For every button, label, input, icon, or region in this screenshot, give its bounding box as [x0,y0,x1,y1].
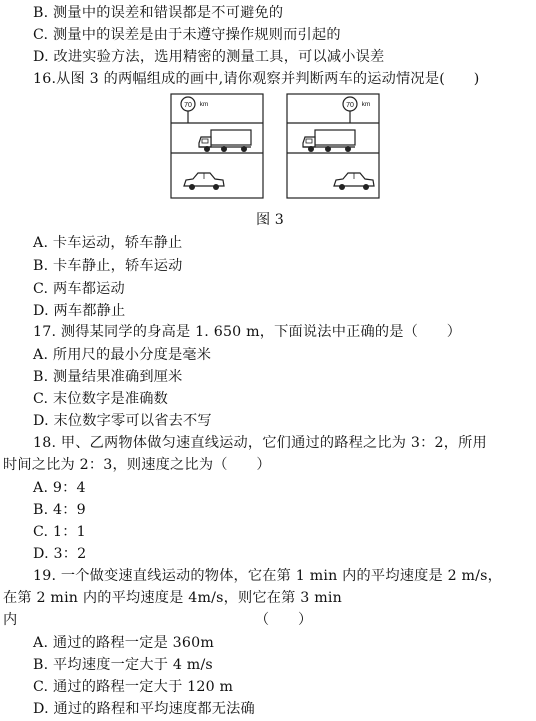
car-icon [334,173,374,190]
option-16d: D. 两车都静止 [33,303,126,319]
option-17d: D. 末位数字零可以省去不写 [33,413,212,429]
question-19-line3: 内 （ ） [3,612,313,628]
question-19-line1: 19. 一个做变速直线运动的物体，它在第 1 min 内的平均速度是 2 m/s， [33,568,503,584]
option-16c: C. 两车都运动 [33,281,125,297]
speed-sign [343,97,370,123]
option-16b: B. 卡车静止，轿车运动 [33,258,183,274]
svg-text:70: 70 [346,102,354,109]
option-16a: A. 卡车运动，轿车静止 [33,235,183,251]
option-15d: D. 改进实验方法，选用精密的测量工具，可以减小误差 [33,49,385,65]
right-panel [287,94,379,198]
figure-3-illustration [166,93,380,201]
left-panel [171,94,263,198]
svg-text:km: km [199,101,209,108]
truck-icon [199,130,251,152]
option-15c: C. 测量中的误差是由于未遵守操作规则而引起的 [33,27,341,43]
car-icon [184,173,224,190]
option-18d: D. 3：2 [33,546,87,562]
speed-sign [181,97,208,123]
option-18c: C. 1：1 [33,524,86,540]
question-17: 17. 测得某同学的身高是 1. 650 m，下面说法中正确的是（ ） [33,324,462,340]
option-19c: C. 通过的路程一定大于 120 m [33,679,234,695]
option-17a: A. 所用尺的最小分度是毫米 [33,347,212,363]
question-18-line2: 时间之比为 2：3，则速度之比为（ ） [3,457,271,473]
option-19b: B. 平均速度一定大于 4 m/s [33,657,213,673]
option-19a: A. 通过的路程一定是 360m [33,635,215,651]
svg-text:70: 70 [184,102,192,109]
option-15b: B. 测量中的误差和错误都是不可避免的 [33,5,284,21]
question-16: 16.从图 3 的两幅组成的画中,请你观察并判断两车的运动情况是( ) [33,71,480,87]
figure-caption: 图 3 [256,212,284,228]
option-17c: C. 末位数字是准确数 [33,391,169,407]
question-18-line1: 18. 甲、乙两物体做匀速直线运动，它们通过的路程之比为 3：2，所用 [33,435,487,451]
option-18a: A. 9：4 [33,480,86,496]
option-19d: D. 通过的路程和平均速度都无法确 [33,701,255,717]
question-19-line2: 在第 2 min 内的平均速度是 4m/s，则它在第 3 min [3,590,342,606]
option-17b: B. 测量结果准确到厘米 [33,369,183,385]
svg-text:km: km [361,101,371,108]
truck-icon [303,130,355,152]
option-18b: B. 4：9 [33,502,86,518]
